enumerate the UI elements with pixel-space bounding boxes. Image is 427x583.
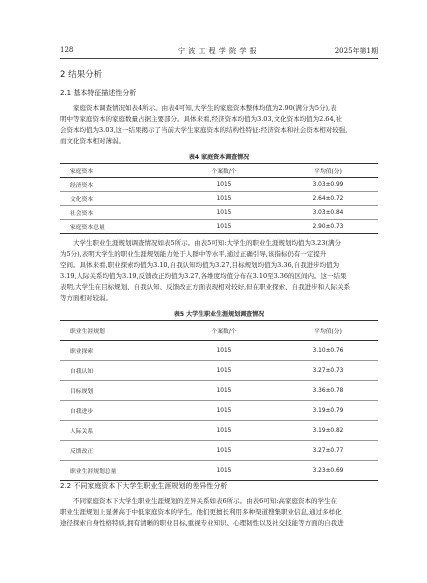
paragraph-difference-analysis bbox=[60, 496, 378, 529]
table-cell: 职业生涯规划总量 bbox=[60, 461, 170, 481]
table-cell: 3.27±0.73 bbox=[278, 361, 378, 381]
table-cell: 自我进步 bbox=[60, 401, 170, 421]
page-number: 128 bbox=[60, 46, 74, 54]
table-header-row bbox=[60, 321, 378, 341]
table-cell: 3.19±0.82 bbox=[278, 421, 378, 441]
table-cell: 3.10±0.76 bbox=[278, 341, 378, 361]
table-cell: 1015 bbox=[170, 192, 278, 206]
text-line: 3.19,人际关系均值为3.19,反馈改正均值为3.27,各维度均值分布在3.10至3.36的区间内。这一结果 bbox=[60, 272, 347, 280]
table-cell: 家庭资本总量 bbox=[60, 220, 170, 234]
text-line: 为5分),表明大学生的职业生涯规划能力处于人群中等水平,通过正确引导,该指标仍有一定提升 bbox=[60, 250, 327, 258]
table-row bbox=[60, 461, 378, 481]
issue-label: 2025年第1期 bbox=[334, 47, 378, 55]
paragraph-family-capital bbox=[60, 103, 378, 147]
table-cell: 3.03±0.84 bbox=[278, 206, 378, 220]
table-cell: 社会资本 bbox=[60, 206, 170, 220]
table-cell: 经济资本 bbox=[60, 178, 170, 192]
table-4 bbox=[60, 163, 378, 234]
table-row bbox=[60, 192, 378, 206]
table-row bbox=[60, 401, 378, 421]
table-cell: 1015 bbox=[170, 206, 278, 220]
table-cell: 3.23±0.69 bbox=[278, 461, 378, 481]
text-line: 明中等家庭资本的家庭数量占据主要部分。具体来看,经济资本均值为3.03,文化资本均值为2.64,社 bbox=[60, 115, 343, 123]
text-line: 会资本均值为3.03,这一结果揭示了当前大学生家庭资本的结构性特征:经济资本和社会资本相对较强, bbox=[60, 126, 348, 134]
column-header: 平均值(分) bbox=[278, 321, 378, 341]
table-cell: 文化资本 bbox=[60, 192, 170, 206]
text-line: 不同家庭资本下大学生职业生涯规划的差异关系如表6所示。由表6可知:高家庭资本的学生在 bbox=[73, 497, 337, 505]
journal-name: 宁 波 工 程 学 院 学 报 bbox=[178, 47, 258, 55]
table-row bbox=[60, 421, 378, 441]
column-header: 个案数/个 bbox=[170, 321, 278, 341]
table-5-caption: 表5 大学生职业生涯规划调查情况 bbox=[173, 311, 265, 318]
table-row bbox=[60, 381, 378, 401]
table-cell: 反馈改正 bbox=[60, 441, 170, 461]
table-cell: 目标规划 bbox=[60, 381, 170, 401]
paragraph-career-planning bbox=[60, 238, 378, 304]
column-header: 家庭资本 bbox=[60, 164, 170, 178]
table-5 bbox=[60, 320, 378, 481]
subsection-title-2-2: 2.2 不同家庭资本下大学生职业生涯规划的差异性分析 bbox=[60, 482, 228, 490]
table-cell: 1015 bbox=[170, 178, 278, 192]
table-cell: 3.19±0.79 bbox=[278, 401, 378, 421]
table-cell: 职业探索 bbox=[60, 341, 170, 361]
text-line: 途径探索自身性格特质,拥有清晰的职业目标,重视专业知识、心理韧性以及社交技能等方面的自我进 bbox=[60, 519, 344, 527]
table-cell: 人际关系 bbox=[60, 421, 170, 441]
subsection-title-2-1: 2.1 基本特征描述性分析 bbox=[60, 89, 137, 97]
table-cell: 1015 bbox=[170, 341, 278, 361]
text-line: 大学生职业生涯规划调查情况如表5所示。由表5可知:大学生的职业生涯规划均值为3.23(满分 bbox=[73, 239, 341, 247]
table-cell: 1015 bbox=[170, 441, 278, 461]
text-line: 职业生涯规划上显著高于中低家庭资本的学生。他们更擅长利用多种渠道搜集职业信息,通过多样化 bbox=[60, 508, 342, 516]
column-header: 职业生涯规划 bbox=[60, 321, 170, 341]
table-cell: 1015 bbox=[170, 401, 278, 421]
table-cell: 1015 bbox=[170, 361, 278, 381]
table-cell: 2.90±0.73 bbox=[278, 220, 378, 234]
table-cell: 1015 bbox=[170, 461, 278, 481]
table-row bbox=[60, 178, 378, 192]
text-line: 表明,大学生在目标规划、自我认知、反馈改正方面表现相对较好,但在职业探索、自我进步和人际关系 bbox=[60, 283, 351, 291]
table-header-row bbox=[60, 164, 378, 178]
running-header bbox=[60, 44, 378, 59]
table-row bbox=[60, 206, 378, 220]
table-row bbox=[60, 341, 378, 361]
table-cell: 自我认知 bbox=[60, 361, 170, 381]
column-header: 平均值(分) bbox=[278, 164, 378, 178]
column-header: 个案数/个 bbox=[170, 164, 278, 178]
table-cell: 3.36±0.78 bbox=[278, 381, 378, 401]
table-row bbox=[60, 361, 378, 381]
text-line: 而文化资本相对薄弱。 bbox=[60, 137, 125, 145]
section-title: 2 结果分析 bbox=[60, 70, 103, 80]
table-cell: 2.64±0.72 bbox=[278, 192, 378, 206]
table-4-caption: 表4 家庭资本调查情况 bbox=[188, 154, 250, 161]
text-line: 空间。具体来看,职业探索均值为3.10,自我认知均值为3.27,目标规划均值为3.36,自我进步均值为 bbox=[60, 261, 340, 269]
table-row bbox=[60, 441, 378, 461]
table-cell: 1015 bbox=[170, 421, 278, 441]
table-cell: 3.03±0.99 bbox=[278, 178, 378, 192]
table-row bbox=[60, 220, 378, 234]
table-cell: 3.27±0.77 bbox=[278, 441, 378, 461]
text-line: 等方面相对较弱。 bbox=[60, 294, 112, 302]
table-cell: 1015 bbox=[170, 381, 278, 401]
table-cell: 1015 bbox=[170, 220, 278, 234]
text-line: 家庭资本调查情况如表4所示。由表4可知,大学生的家庭资本整体均值为2.90(满分为5分),表 bbox=[73, 104, 337, 112]
